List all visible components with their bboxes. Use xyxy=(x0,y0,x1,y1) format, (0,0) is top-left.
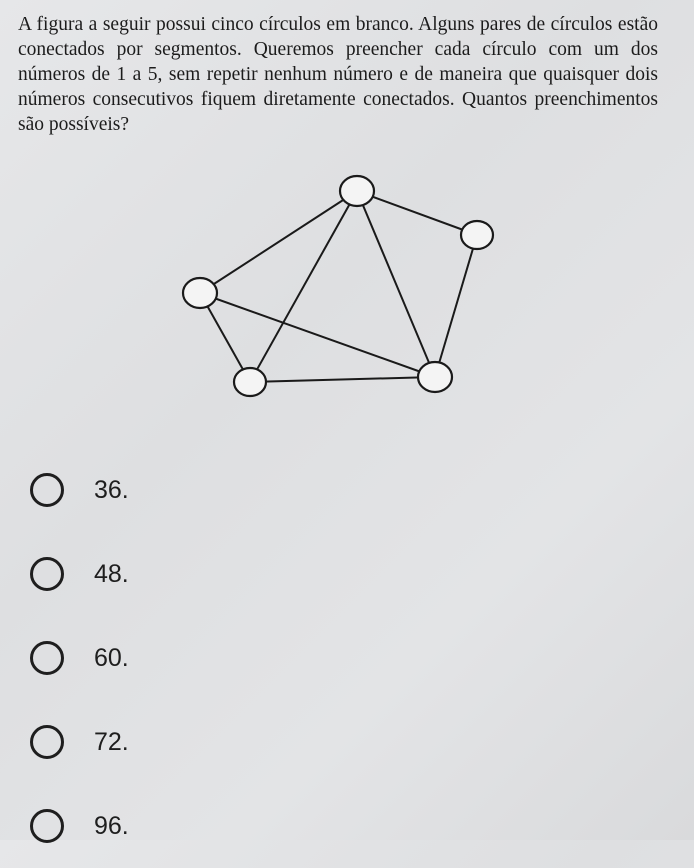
radio-button[interactable] xyxy=(30,557,64,591)
edge-top-bottom-left xyxy=(250,191,357,382)
edge-top-left xyxy=(200,191,357,293)
option-a[interactable] xyxy=(30,448,129,532)
option-b[interactable] xyxy=(30,532,129,616)
option-label: 72. xyxy=(94,727,129,756)
edge-top-right xyxy=(357,191,477,235)
circle-top xyxy=(340,176,374,206)
graph-figure xyxy=(0,160,694,420)
option-c[interactable] xyxy=(30,616,129,700)
answer-options xyxy=(30,448,129,868)
question-text: A figura a seguir possui cinco círculos em branco. Alguns pares de círculos estão conectados por segmentos. Queremos preencher cada círculo com um dos números de 1 a 5, sem repetir nenhum número e de maneira que quaisquer dois números consecutivos fiquem diretamente conectados. Quantos preenchimentos são possíveis? xyxy=(18,14,658,135)
edge-left-bottom-right xyxy=(200,293,435,377)
edge-right-bottom-right xyxy=(435,235,477,377)
circle-bottom-right xyxy=(418,362,452,392)
radio-button[interactable] xyxy=(30,809,64,843)
radio-button[interactable] xyxy=(30,641,64,675)
circle-bottom-left xyxy=(234,368,266,396)
circle-left xyxy=(183,278,217,308)
option-e[interactable] xyxy=(30,784,129,868)
option-d[interactable] xyxy=(30,700,129,784)
edge-top-bottom-right xyxy=(357,191,435,377)
radio-button[interactable] xyxy=(30,473,64,507)
option-label: 96. xyxy=(94,811,129,840)
radio-button[interactable] xyxy=(30,725,64,759)
circle-right xyxy=(461,221,493,249)
edge-bottom-left-bottom-right xyxy=(250,377,435,382)
option-label: 60. xyxy=(94,643,129,672)
option-label: 36. xyxy=(94,475,129,504)
option-label: 48. xyxy=(94,559,129,588)
